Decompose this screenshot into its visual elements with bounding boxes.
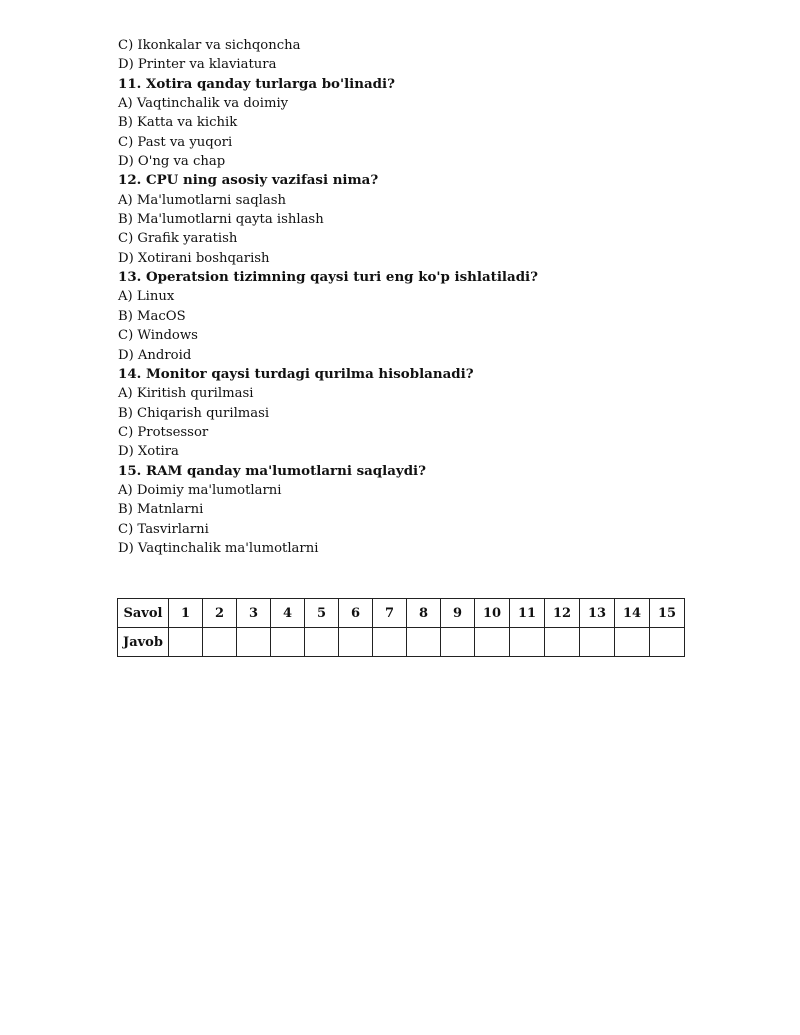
question-number-cell: 14: [615, 599, 650, 628]
answer-cell[interactable]: [407, 628, 441, 657]
question-number-cell: 15: [650, 599, 685, 628]
answer-option: C) Windows: [118, 328, 198, 344]
answer-table-answer-row: [118, 628, 685, 657]
answer-cell[interactable]: [305, 628, 339, 657]
answer-option: C) Grafik yaratish: [118, 231, 238, 247]
answer-cell[interactable]: [271, 628, 305, 657]
answer-option: D) O'ng va chap: [118, 154, 226, 170]
answer-table-header-row: [118, 599, 685, 628]
question-number-cell: 10: [475, 599, 510, 628]
answer-option: D) Printer va klaviatura: [118, 57, 277, 73]
answer-option: C) Past va yuqori: [118, 134, 233, 150]
question-number-cell: 11: [510, 599, 545, 628]
answer-option: A) Ma'lumotlarni saqlash: [118, 192, 287, 208]
answer-cell[interactable]: [615, 628, 650, 657]
answer-option: C) Protsessor: [118, 424, 209, 440]
question-text: 15. RAM qanday ma'lumotlarni saqlaydi?: [118, 462, 426, 479]
answer-cell[interactable]: [169, 628, 203, 657]
answer-table: [117, 598, 685, 657]
answer-cell[interactable]: [373, 628, 407, 657]
answer-cell[interactable]: [441, 628, 475, 657]
answer-option: A) Kiritish qurilmasi: [118, 386, 254, 402]
question-number-cell: 8: [407, 599, 441, 628]
question-number-cell: 1: [169, 599, 203, 628]
question-number-cell: 12: [545, 599, 580, 628]
question-list: [118, 36, 718, 558]
answer-option: D) Vaqtinchalik ma'lumotlarni: [118, 540, 319, 556]
question-text: 11. Xotira qanday turlarga bo'linadi?: [118, 75, 395, 92]
answer-option: D) Xotira: [118, 444, 179, 460]
question-text: 13. Operatsion tizimning qaysi turi eng ko'p ishlatiladi?: [118, 269, 538, 286]
question-text: 14. Monitor qaysi turdagi qurilma hisoblanadi?: [118, 365, 474, 382]
answer-cell[interactable]: [510, 628, 545, 657]
question-text: 12. CPU ning asosiy vazifasi nima?: [118, 172, 379, 189]
answer-option: A) Doimiy ma'lumotlarni: [118, 482, 282, 498]
question-number-cell: 3: [237, 599, 271, 628]
answer-cell[interactable]: [580, 628, 615, 657]
answer-option: A) Linux: [118, 289, 175, 305]
answer-cell[interactable]: [650, 628, 685, 657]
question-number-cell: 2: [203, 599, 237, 628]
answer-table-row-label: Javob: [118, 628, 169, 657]
answer-option: D) Android: [118, 347, 192, 363]
answer-option: D) Xotirani boshqarish: [118, 250, 270, 266]
answer-option: A) Vaqtinchalik va doimiy: [118, 96, 289, 112]
answer-option: B) MacOS: [118, 308, 186, 324]
question-number-cell: 9: [441, 599, 475, 628]
answer-cell[interactable]: [237, 628, 271, 657]
answer-option: B) Ma'lumotlarni qayta ishlash: [118, 212, 324, 228]
answer-cell[interactable]: [545, 628, 580, 657]
question-number-cell: 13: [580, 599, 615, 628]
answer-option: C) Tasvirlarni: [118, 521, 209, 537]
question-number-cell: 7: [373, 599, 407, 628]
answer-cell[interactable]: [475, 628, 510, 657]
question-number-cell: 4: [271, 599, 305, 628]
question-number-cell: 5: [305, 599, 339, 628]
answer-option: C) Ikonkalar va sichqoncha: [118, 38, 301, 53]
answer-option: B) Chiqarish qurilmasi: [118, 405, 270, 421]
question-number-cell: 6: [339, 599, 373, 628]
answer-cell[interactable]: [339, 628, 373, 657]
answer-table-row-label: Savol: [118, 599, 169, 628]
answer-option: B) Matnlarni: [118, 502, 204, 518]
answer-option: B) Katta va kichik: [118, 115, 238, 131]
answer-cell[interactable]: [203, 628, 237, 657]
